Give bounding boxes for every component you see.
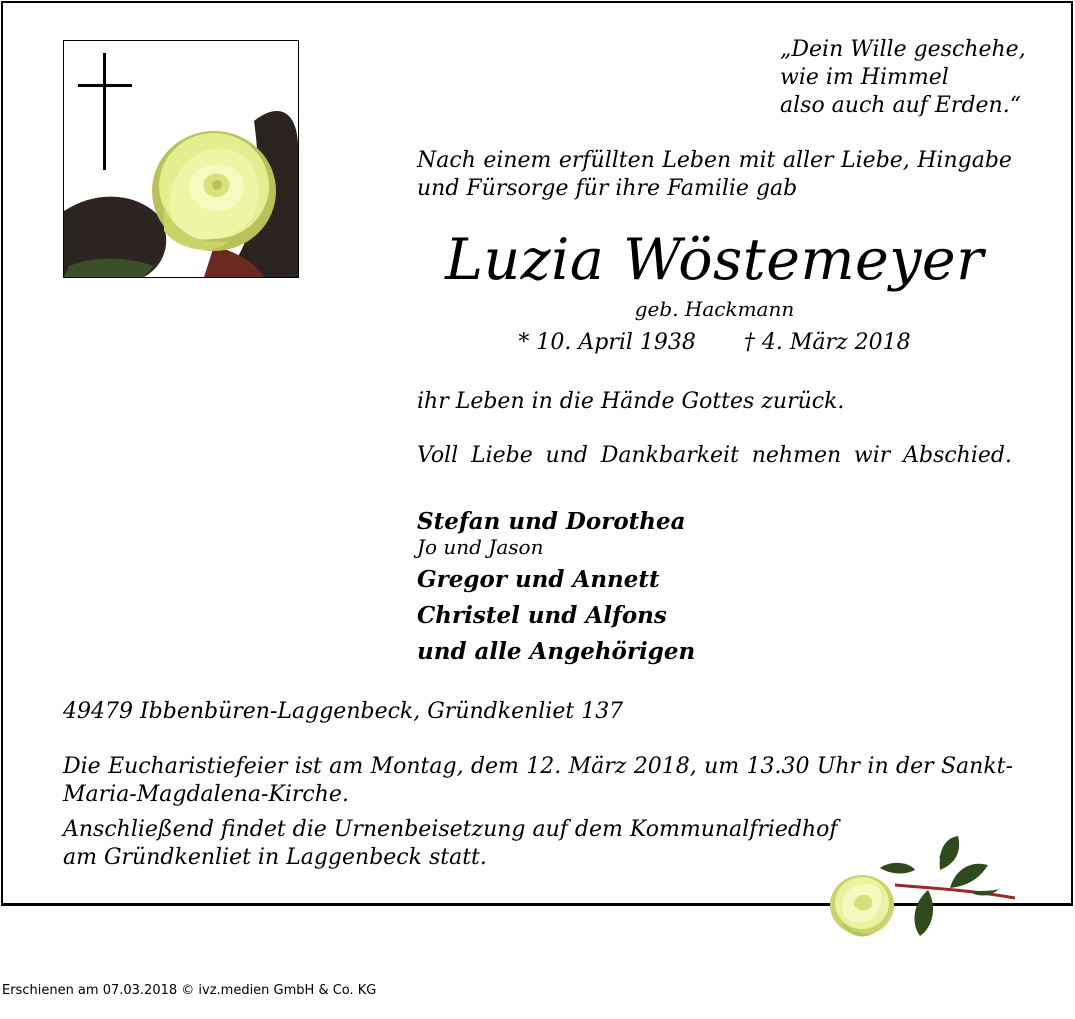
life-dates <box>417 328 1012 358</box>
service-word: um <box>704 754 740 779</box>
service-word: Die <box>63 754 101 779</box>
intro-word: einem <box>483 148 552 173</box>
intro-word: aller <box>782 148 834 173</box>
intro-word: erfüllten <box>558 148 655 173</box>
intro-word: Leben <box>662 148 732 173</box>
family-list <box>417 504 695 670</box>
burial-info <box>63 816 838 872</box>
farewell-word: Abschied. <box>903 443 1012 468</box>
publication-footer: Erschienen am 07.03.2018 © ivz.medien GmbH & Co. KG <box>2 983 377 998</box>
family-line-3: Christel und Alfons <box>417 602 667 629</box>
service-word: März <box>568 754 627 779</box>
service-word: am <box>329 754 364 779</box>
birth-date: * 10. April 1938 <box>518 330 696 355</box>
death-date: † 4. März 2018 <box>743 330 911 355</box>
service-word: Sankt- <box>940 754 1013 779</box>
service-word: dem <box>470 754 519 779</box>
farewell-word: wir <box>853 443 891 468</box>
service-word: Uhr <box>816 754 861 779</box>
service-word: 2018, <box>633 754 697 779</box>
family-address: 49479 Ibbenbüren-Laggenbeck, Gründkenliet 137 <box>63 699 624 724</box>
farewell-word: und <box>545 443 588 468</box>
intro-word: Nach <box>417 148 476 173</box>
farewell-word: Voll <box>417 443 459 468</box>
farewell-text <box>417 442 1012 470</box>
farewell-word: Liebe <box>470 443 533 468</box>
family-line-1: Stefan und Dorothea <box>417 508 686 535</box>
service-word: 13.30 <box>746 754 810 779</box>
service-line-1 <box>63 753 1013 781</box>
rose-decoration <box>820 830 1025 942</box>
family-line-1-sub: Jo und Jason <box>417 535 544 559</box>
service-word: 12. <box>526 754 562 779</box>
returned-text: ihr Leben in die Hände Gottes zurück. <box>417 389 845 414</box>
farewell-word: Dankbarkeit <box>600 443 739 468</box>
burial-line-2: am Gründkenliet in Laggenbeck statt. <box>63 845 487 870</box>
service-word: in <box>867 754 889 779</box>
intro-word: Hingabe <box>917 148 1012 173</box>
service-word: der <box>896 754 934 779</box>
service-line-2: Maria-Magdalena-Kirche. <box>63 782 349 807</box>
service-word: ist <box>294 754 322 779</box>
service-info <box>63 753 1013 809</box>
deceased-name: Luzia Wöstemeyer <box>445 227 984 293</box>
cross-rose-image <box>63 40 299 278</box>
intro-text <box>417 147 1012 203</box>
intro-word: mit <box>738 148 776 173</box>
bible-quote <box>780 36 1026 120</box>
intro-line-1 <box>417 147 1012 175</box>
service-word: Montag, <box>370 754 464 779</box>
quote-line-2: wie im Himmel <box>780 65 949 90</box>
intro-word: Liebe, <box>841 148 910 173</box>
farewell-word: nehmen <box>751 443 842 468</box>
family-line-4: und alle Angehörigen <box>417 638 696 665</box>
birth-name: geb. Hackmann <box>634 297 795 321</box>
quote-line-1: „Dein Wille geschehe, <box>780 37 1026 62</box>
family-line-2: Gregor und Annett <box>417 566 660 593</box>
intro-line-2: und Fürsorge für ihre Familie gab <box>417 176 798 201</box>
service-word: Eucharistiefeier <box>108 754 288 779</box>
cross-rose-illustration <box>64 41 298 277</box>
burial-line-1: Anschließend findet die Urnenbeisetzung auf dem Kommunalfriedhof <box>63 817 838 842</box>
quote-line-3: also auch auf Erden.“ <box>780 93 1021 118</box>
